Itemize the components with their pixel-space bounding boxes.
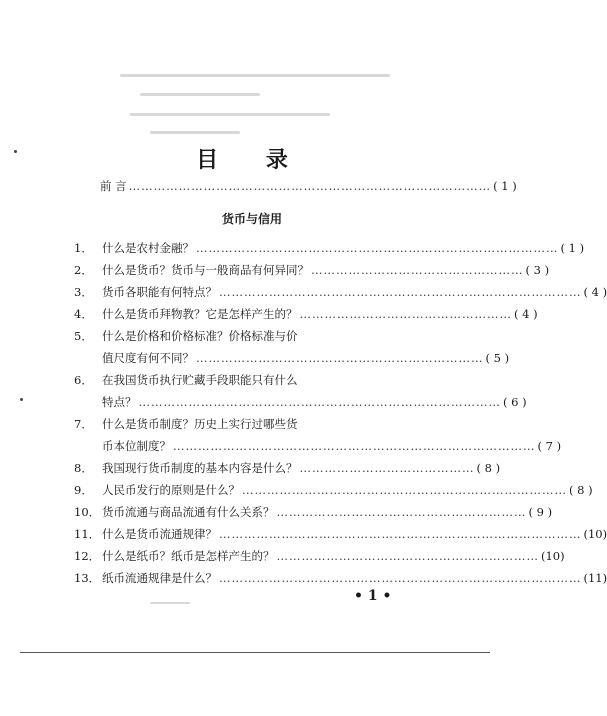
entry-number: 11． — [74, 527, 101, 541]
entry-number: 2． — [74, 263, 93, 277]
page-number: • 1 • — [354, 588, 392, 604]
bleed-through-mark — [140, 93, 260, 96]
toc-entry[interactable] — [74, 240, 585, 256]
toc-entry[interactable] — [74, 460, 501, 476]
entry-text-continued: 值尺度有何不同？ — [102, 351, 194, 365]
entry-text: 什么是价格和价格标准？价格标准与价 — [102, 329, 298, 343]
toc-entry[interactable] — [74, 504, 553, 520]
dot-leader: …………………………………………………………………………… — [138, 395, 501, 409]
entry-page: ( 7 ) — [537, 439, 562, 453]
entry-text: 5． — [74, 329, 93, 343]
entry-page: (10) — [583, 527, 607, 541]
dot-leader: …………………………………………………… — [276, 505, 527, 519]
entry-number: 7． — [74, 417, 93, 431]
entry-page: ( 3 ) — [525, 263, 550, 277]
entry-text: 什么是纸币？纸币是怎样产生的？ — [102, 549, 275, 563]
entry-page: ( 9 ) — [528, 505, 553, 519]
dot-leader: …………………………………………… — [311, 263, 524, 277]
entry-number: 6． — [74, 373, 93, 387]
bleed-through-mark — [150, 131, 240, 134]
toc-entry[interactable] — [74, 548, 565, 564]
entry-number: 8． — [74, 461, 93, 475]
toc-entry[interactable] — [102, 350, 510, 366]
entry-page: (11) — [583, 571, 607, 585]
dot-leader: …………………………………………… — [299, 307, 512, 321]
dot-leader: …………………………………………………………………………… — [173, 439, 536, 453]
page-bottom-rule — [20, 652, 490, 653]
entry-number: 10． — [74, 505, 101, 519]
entry-text: 在我国货币执行贮藏手段职能只有什么 — [102, 373, 298, 387]
entry-text: 货币流通与商品流通有什么关系？ — [102, 505, 275, 519]
entry-number: 4． — [74, 307, 93, 321]
entry-text: 什么是货币？货币与一般商品有何异同？ — [102, 263, 309, 277]
toc-preface-label: 前 言 — [100, 179, 127, 193]
dot-leader: …………………………………………………………………………… — [219, 571, 582, 585]
entry-number: 13． — [74, 571, 101, 585]
dot-leader: …………………………………………………………………………… — [128, 179, 492, 193]
entry-page: ( 4 ) — [514, 307, 538, 321]
entry-number: 3． — [74, 285, 93, 299]
toc-entry[interactable] — [74, 526, 607, 542]
dot-leader: …………………………………………………………………… — [242, 483, 567, 497]
entry-text: 纸币流通规律是什么？ — [102, 571, 217, 585]
bleed-through-mark — [120, 74, 390, 77]
toc-entry[interactable] — [74, 570, 607, 586]
entry-number: 9． — [74, 483, 93, 497]
entry-page: ( 4 ) — [583, 285, 607, 299]
toc-entry[interactable] — [74, 482, 593, 498]
bleed-through-mark — [130, 113, 330, 116]
entry-page: ( 5 ) — [485, 351, 510, 365]
toc-preface-page: ( 1 ) — [493, 179, 517, 193]
entry-text: 什么是农村金融？ — [102, 241, 194, 255]
entry-page: ( 6 ) — [503, 395, 527, 409]
toc-entry[interactable] — [102, 438, 562, 454]
entry-text-continued: 币本位制度？ — [102, 439, 171, 453]
dot-leader: …………………………………………………………………………… — [196, 241, 559, 255]
entry-page: ( 8 ) — [569, 483, 593, 497]
entry-text: 货币各职能有何特点？ — [102, 285, 217, 299]
entry-text: 什么是货币拜物教？它是怎样产生的？ — [102, 307, 298, 321]
ink-speck — [20, 398, 23, 401]
entry-page: ( 1 ) — [560, 241, 585, 255]
entry-text: 我国现行货币制度的基本内容是什么？ — [102, 461, 298, 475]
toc-entry[interactable] — [74, 284, 607, 300]
dot-leader: …………………………………………………………………………… — [219, 285, 582, 299]
entry-text-continued: 特点？ — [102, 395, 137, 409]
toc-entry[interactable] — [102, 394, 527, 410]
dot-leader: …………………………………………………………………………… — [219, 527, 582, 541]
dot-leader: ……………………………………………………… — [276, 549, 539, 563]
toc-entry[interactable] — [74, 262, 550, 278]
entry-page: ( 8 ) — [476, 461, 501, 475]
toc-preface[interactable] — [100, 178, 517, 194]
toc-entry[interactable] — [74, 306, 538, 322]
entry-text: 什么是货币制度？历史上实行过哪些货 — [102, 417, 298, 431]
entry-number: 12． — [74, 549, 101, 563]
bleed-through-mark — [150, 602, 190, 604]
entry-page: (10) — [541, 549, 565, 563]
dot-leader: …………………………………… — [299, 461, 475, 475]
page-title: 目 录 — [196, 148, 308, 173]
section-title: 货币与信用 — [221, 212, 282, 226]
entry-text: 人民币发行的原则是什么？ — [102, 483, 240, 497]
entry-text: 什么是货币流通规律？ — [102, 527, 217, 541]
dot-leader: …………………………………………………………… — [196, 351, 484, 365]
entry-number: 1． — [74, 241, 93, 255]
